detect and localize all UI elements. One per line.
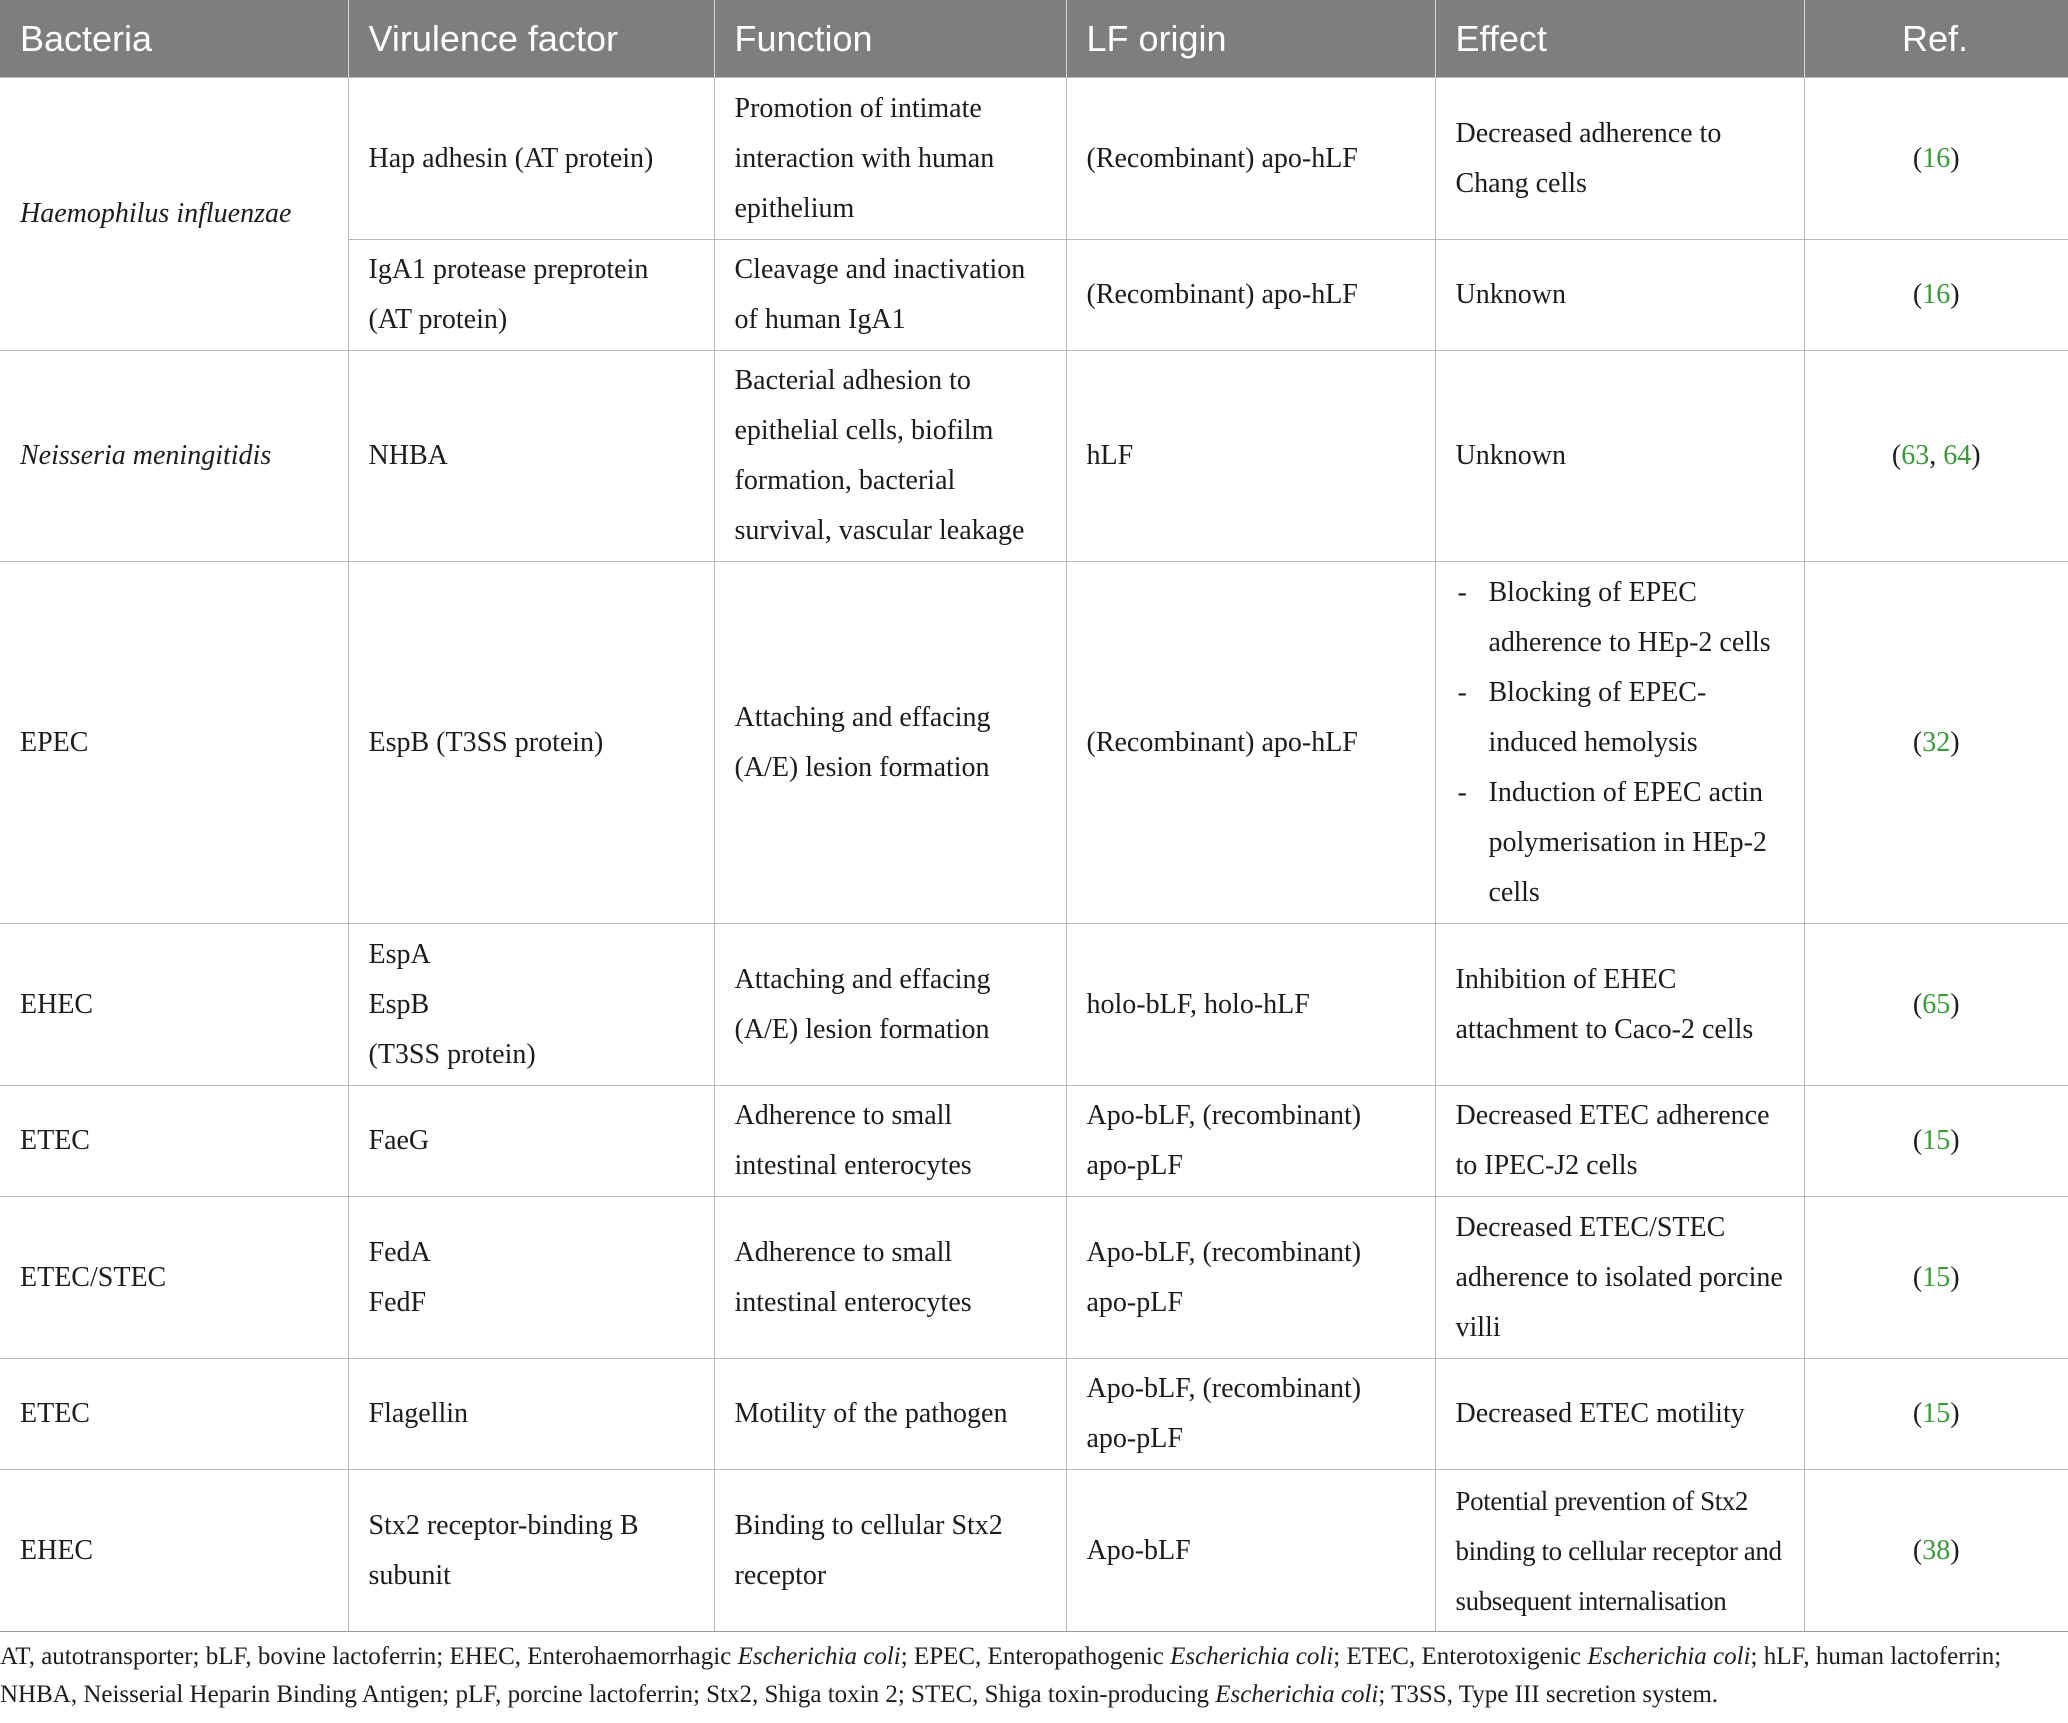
table-row xyxy=(0,562,2068,924)
effect-cell: Decreased ETEC adherence to IPEC-J2 cells xyxy=(1435,1086,1804,1197)
function-cell: Bacterial adhesion to epithelial cells, biofilm formation, bacterial survival, vascular leakage xyxy=(714,351,1066,562)
function-cell: Promotion of intimate interaction with human epithelium xyxy=(714,78,1066,240)
effect-cell: Unknown xyxy=(1435,351,1804,562)
effect-cell: Inhibition of EHEC attachment to Caco-2 cells xyxy=(1435,924,1804,1086)
virulence-factor-line: FaeG xyxy=(368,1125,430,1156)
bacteria-cell: EHEC xyxy=(0,924,348,1086)
reference-link[interactable]: 16 xyxy=(1922,142,1951,174)
virulence-factor-cell xyxy=(348,1359,714,1470)
virulence-factor-line: Flagellin xyxy=(368,1398,469,1429)
effect-list-item: - Blocking of EPEC adherence to HEp-2 cells xyxy=(1456,568,1784,668)
bacteria-cell: EPEC xyxy=(0,562,348,924)
lf-origin-cell: (Recombinant) apo-hLF xyxy=(1066,240,1435,351)
function-cell: Adherence to small intestinal enterocytes xyxy=(714,1197,1066,1359)
reference-link[interactable]: 32 xyxy=(1922,726,1951,758)
virulence-factor-line: FedA xyxy=(368,1236,431,1268)
reference-link[interactable]: 15 xyxy=(1922,1125,1951,1156)
column-header-lf-origin: LF origin xyxy=(1066,0,1435,78)
footnote-species: Escherichia coli xyxy=(1170,1643,1334,1670)
ref-cell: (15) xyxy=(1804,1359,2068,1470)
bacteria-cell: ETEC xyxy=(0,1086,348,1197)
ref-cell: (15) xyxy=(1804,1197,2068,1359)
function-cell: Binding to cellular Stx2 receptor xyxy=(714,1470,1066,1632)
virulence-factor-cell xyxy=(348,1086,714,1197)
bacteria-cell: Haemophilus influenzae xyxy=(0,78,348,351)
ref-cell: (65) xyxy=(1804,924,2068,1086)
reference-link[interactable]: 63 xyxy=(1901,440,1930,471)
table-header-row xyxy=(0,0,2068,78)
function-cell: Attaching and effacing (A/E) lesion formation xyxy=(714,562,1066,924)
table-row xyxy=(0,1359,2068,1470)
bacteria-cell: Neisseria meningitidis xyxy=(0,351,348,562)
column-header-function: Function xyxy=(714,0,1066,78)
virulence-factor-cell xyxy=(348,924,714,1086)
effect-cell xyxy=(1435,562,1804,924)
virulence-factor-line: (T3SS protein) xyxy=(368,1038,536,1070)
reference-link[interactable]: 38 xyxy=(1922,1534,1951,1566)
reference-link[interactable]: 15 xyxy=(1922,1398,1951,1429)
effect-list-item: - Blocking of EPEC-induced hemolysis xyxy=(1456,668,1784,768)
virulence-factor-cell xyxy=(348,240,714,351)
ref-cell: (32) xyxy=(1804,562,2068,924)
virulence-factor-line: EspA xyxy=(368,938,431,970)
table-row xyxy=(0,1197,2068,1359)
effect-cell: Decreased adherence to Chang cells xyxy=(1435,78,1804,240)
effect-cell: Decreased ETEC motility xyxy=(1435,1359,1804,1470)
column-header-virulence-factor: Virulence factor xyxy=(348,0,714,78)
table-footnote xyxy=(0,1638,2058,1714)
footnote-species: Escherichia coli xyxy=(1215,1681,1379,1708)
ref-cell: (16) xyxy=(1804,78,2068,240)
virulence-factor-line: EspB xyxy=(368,988,430,1020)
lf-origin-cell: (Recombinant) apo-hLF xyxy=(1066,562,1435,924)
virulence-factor-line: Stx2 receptor-binding B subunit xyxy=(368,1509,639,1591)
footnote-text: AT, autotransporter; bLF, bovine lactoferrin; EHEC, Enterohaemorrhagic xyxy=(0,1643,738,1670)
column-header-effect: Effect xyxy=(1435,0,1804,78)
function-cell: Motility of the pathogen xyxy=(714,1359,1066,1470)
footnote-text: ; ETEC, Enterotoxigenic xyxy=(1333,1643,1588,1670)
ref-cell: (16) xyxy=(1804,240,2068,351)
ref-cell: (63, 64) xyxy=(1804,351,2068,562)
lf-origin-cell: Apo-bLF xyxy=(1066,1470,1435,1632)
reference-link[interactable]: 64 xyxy=(1943,440,1972,471)
lf-origin-cell: Apo-bLF, (recombinant) apo-pLF xyxy=(1066,1197,1435,1359)
table-row xyxy=(0,78,2068,240)
effect-cell: Unknown xyxy=(1435,240,1804,351)
function-cell: Cleavage and inactivation of human IgA1 xyxy=(714,240,1066,351)
effect-list xyxy=(1456,568,1784,918)
footnote-species: Escherichia coli xyxy=(737,1643,901,1670)
virulence-factor-line: IgA1 protease preprotein (AT protein) xyxy=(368,254,649,335)
function-cell: Adherence to small intestinal enterocytes xyxy=(714,1086,1066,1197)
ref-cell: (38) xyxy=(1804,1470,2068,1632)
effect-cell: Potential prevention of Stx2 binding to cellular receptor and subsequent internalisation xyxy=(1435,1470,1804,1632)
virulence-factor-cell xyxy=(348,562,714,924)
column-header-bacteria: Bacteria xyxy=(0,0,348,78)
reference-link[interactable]: 16 xyxy=(1922,279,1951,310)
virulence-factor-line: Hap adhesin (AT protein) xyxy=(368,142,654,174)
lf-origin-cell: Apo-bLF, (recombinant) apo-pLF xyxy=(1066,1359,1435,1470)
table-row xyxy=(0,1470,2068,1632)
effect-list-item: - Induction of EPEC actin polymerisation in HEp-2 cells xyxy=(1456,768,1784,918)
virulence-factor-cell xyxy=(348,351,714,562)
lf-origin-cell: Apo-bLF, (recombinant) apo-pLF xyxy=(1066,1086,1435,1197)
column-header-ref: Ref. xyxy=(1804,0,2068,78)
virulence-factor-cell xyxy=(348,1470,714,1632)
virulence-factor-cell xyxy=(348,78,714,240)
function-cell: Attaching and effacing (A/E) lesion formation xyxy=(714,924,1066,1086)
lf-origin-cell: holo-bLF, holo-hLF xyxy=(1066,924,1435,1086)
footnote-text: ; T3SS, Type III secretion system. xyxy=(1378,1681,1719,1708)
table-row xyxy=(0,351,2068,562)
table-row xyxy=(0,1086,2068,1197)
footnote-species: Escherichia coli xyxy=(1587,1643,1751,1670)
virulence-factor-line: NHBA xyxy=(368,440,448,471)
lf-origin-cell: (Recombinant) apo-hLF xyxy=(1066,78,1435,240)
reference-link[interactable]: 15 xyxy=(1922,1261,1951,1293)
bacteria-cell: EHEC xyxy=(0,1470,348,1632)
ref-cell: (15) xyxy=(1804,1086,2068,1197)
virulence-factor-line: EspB (T3SS protein) xyxy=(368,726,604,758)
lf-origin-cell: hLF xyxy=(1066,351,1435,562)
table-row xyxy=(0,924,2068,1086)
bacteria-cell: ETEC xyxy=(0,1359,348,1470)
virulence-factor-line: FedF xyxy=(368,1286,427,1318)
footnote-text: ; hLF, human lactoferrin; NHBA, Neisserial Heparin Binding Antigen; pLF, porcine lactoferrin; Stx2, Shiga toxin 2; STEC, Shiga toxin-producing xyxy=(0,1643,2002,1708)
virulence-factor-cell xyxy=(348,1197,714,1359)
footnote-text: ; EPEC, Enteropathogenic xyxy=(900,1643,1171,1670)
effect-cell: Decreased ETEC/STEC adherence to isolated porcine villi xyxy=(1435,1197,1804,1359)
reference-link[interactable]: 65 xyxy=(1922,988,1951,1020)
bacteria-cell: ETEC/STEC xyxy=(0,1197,348,1359)
